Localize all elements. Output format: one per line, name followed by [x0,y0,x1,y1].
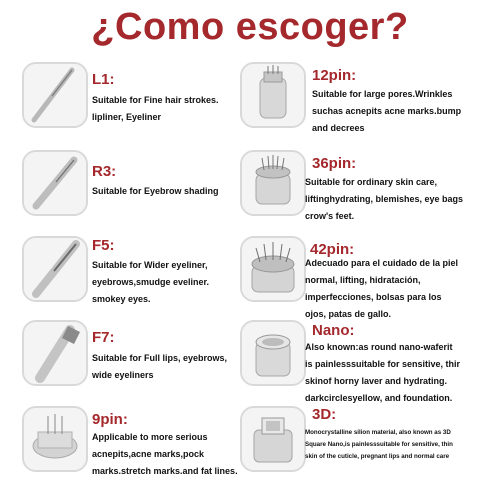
option-code: F7: [92,329,115,346]
option-description-line: acnepits,acne marks,pock [92,449,205,459]
option-code: 36pin: [312,155,357,172]
option-code: Nano: [312,322,355,339]
option-description-line: Suitable for Wider eyeliner, [92,260,208,270]
option-description-line: imperfecciones, bolsas para los [305,292,442,302]
option-code: 12pin: [312,67,357,84]
nano-cartridge-icon [240,320,306,386]
three-pin-needle-icon [22,150,88,216]
flat-five-needle-icon [22,236,88,302]
option-description-line: Suitable for large pores.Wrinkles [312,89,453,99]
option-description-line: Applicable to more serious [92,432,208,442]
option-description-line: lipliner, Eyeliner [92,112,162,122]
option-description-line: Also known:as round nano-waferit [305,342,453,352]
option-description-line: liftinghydrating, blemishes, eye bags [305,194,464,204]
option-description-line: wide eyeliners [92,370,154,380]
option-description-line: Suitable for ordinary skin care, [305,177,438,187]
option-description-line: skin of the cuticle, pregnant lips and normal care [305,453,450,460]
option-description-line: ojos, patas de gallo. [305,309,392,319]
option-description-line: crow's feet. [305,211,355,221]
option-description-line: Adecuado para el cuidado de la piel [305,258,459,268]
option-description-line: smokey eyes. [92,294,151,304]
option-description-line: suchas acnepits acne marks.bump [312,106,462,116]
option-code: R3: [92,163,117,180]
option-code: 3D: [312,406,337,423]
option-description-line: eyebrows,smudge eveliner. [92,277,210,287]
flat-seven-needle-icon [22,320,88,386]
thirty-six-pin-cartridge-icon [240,150,306,216]
option-description-line: darkcirclesyellow, and foundation. [305,393,453,403]
option-description-line: marks.stretch marks.and fat lines. [92,466,238,476]
single-needle-icon [22,62,88,128]
page-title: ¿Como escoger? [91,6,409,48]
option-description-line: and decrees [312,123,365,133]
option-description-line: Suitable for Fine hair strokes. [92,95,219,105]
option-code: L1: [92,71,115,88]
option-description-line: normal, lifting, hidratación, [305,275,421,285]
option-description-line: skinof horny laver and hydrating. [305,376,448,386]
option-code: F5: [92,237,115,254]
option-description-line: Suitable for Eyebrow shading [92,186,219,196]
nine-pin-cartridge-icon [22,406,88,472]
option-description-line: Square Nano,is painlesssuitable for sensitive, thin [305,441,453,448]
option-code: 9pin: [92,411,128,428]
twelve-pin-cartridge-icon [240,62,306,128]
option-description-line: Suitable for Full lips, eyebrows, [92,353,228,363]
option-description-line: Monocrystalline silion material, also known as 3D [305,429,451,436]
forty-two-pin-cartridge-icon [240,236,306,302]
3d-square-nano-cartridge-icon [240,406,306,472]
option-description-line: is painlesssuitable for sensitive, thir [305,359,461,369]
option-code: 42pin: [310,241,355,258]
